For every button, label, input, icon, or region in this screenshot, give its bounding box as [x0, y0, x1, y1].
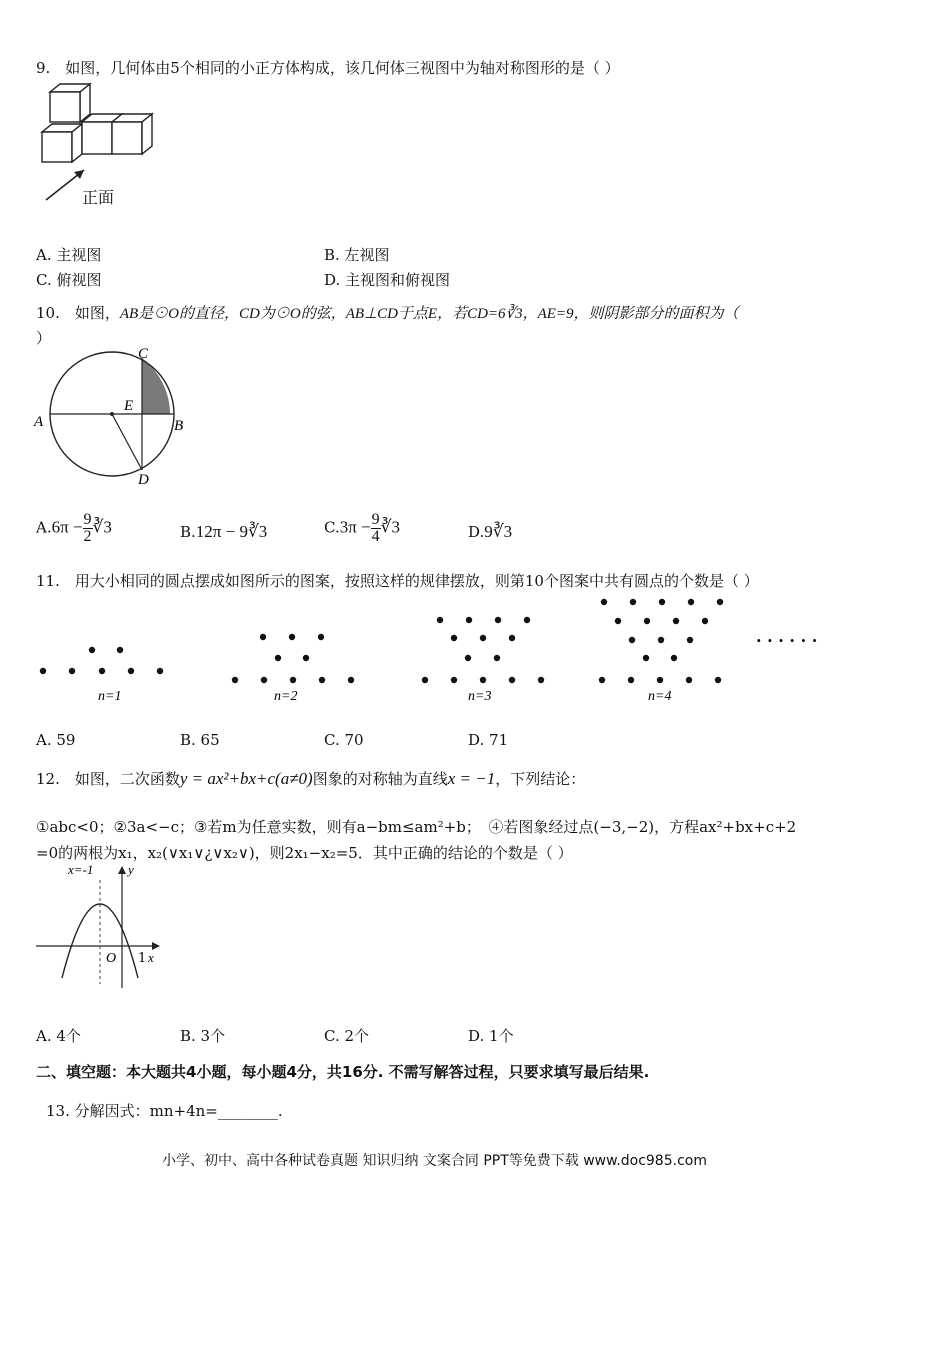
- q10-stem: 10. 如图，AB是⊙O的直径，CD为⊙O的弦，AB⊥CD于点E，若CD=6∛3，AE=9，则阴影部分的面积为（: [36, 304, 739, 322]
- section-2-heading: 二、填空题：本大题共4小题，每小题4分，共16分. 不需写解答过程，只要求填写最后结果.: [36, 1063, 650, 1081]
- q11-label-4: n=4: [648, 689, 672, 704]
- q12-option-a[interactable]: A. 4个: [36, 1027, 81, 1045]
- q12-parabola-graph: [34, 860, 164, 990]
- q12-option-d[interactable]: D. 1个: [468, 1027, 514, 1045]
- q11-option-a[interactable]: A. 59: [36, 731, 76, 749]
- q10-label-e: E: [124, 398, 134, 414]
- q9-figure-label: 正面: [82, 188, 115, 207]
- q10-circle-figure: [32, 342, 192, 488]
- q10-label-d: D: [138, 472, 149, 488]
- q10-option-b[interactable]: B.12π − 9∛3: [180, 522, 268, 541]
- q10-option-a[interactable]: A.6π − $\frac{9}{2}$ ∛3: [36, 511, 112, 545]
- q11-option-b[interactable]: B. 65: [180, 731, 220, 749]
- q12-axis-label: x=-1: [68, 862, 94, 877]
- q10-label-c: C: [138, 346, 149, 362]
- q9-option-a[interactable]: A. 主视图: [36, 246, 102, 264]
- q11-label-3: n=3: [468, 689, 492, 704]
- q11-dot-patterns: [30, 590, 850, 710]
- q12-option-b[interactable]: B. 3个: [180, 1027, 226, 1045]
- q12-y-label: y: [128, 862, 134, 877]
- q12-x-label: x: [148, 950, 154, 965]
- q12-line3: =0的两根为x₁，x₂(∨x₁∨¿∨x₂∨)，则2x₁−x₂=5．其中正确的结论的个数是（ ）: [36, 844, 573, 862]
- q9-stem: 9. 如图，几何体由5个相同的小正方体构成，该几何体三视图中为轴对称图形的是（ ）: [36, 59, 620, 77]
- q12-origin-label: O: [106, 951, 117, 966]
- q11-stem: 11. 用大小相同的圆点摆成如图所示的图案，按照这样的规律摆放，则第10个图案中共有圆点的个数是（ ）: [36, 572, 759, 590]
- q9-option-b[interactable]: B. 左视图: [324, 246, 390, 264]
- q10-option-c[interactable]: C.3π − $\frac{9}{4}$ ∛3: [324, 511, 400, 545]
- q11-option-c[interactable]: C. 70: [324, 731, 364, 749]
- q12-stem: 12. 如图，二次函数y = ax²+bx+c(a≠0)图象的对称轴为直线x = −1，下列结论：: [36, 769, 586, 788]
- q9-option-c[interactable]: C. 俯视图: [36, 271, 102, 289]
- q11-ellipsis: · · · · · ·: [756, 631, 818, 650]
- q12-option-c[interactable]: C. 2个: [324, 1027, 370, 1045]
- q11-label-2: n=2: [274, 689, 298, 704]
- q12-line2: ①abc<0；②3a<−c；③若m为任意实数，则有a−bm≤am²+b； ④若图象经过点(−3,−2)，方程ax²+bx+c+2: [36, 818, 797, 836]
- q10-label-a: A: [34, 414, 44, 430]
- q10-label-b: B: [174, 418, 184, 434]
- page-footer: 小学、初中、高中各种试卷真题 知识归纳 文案合同 PPT等免费下载 www.doc985.com: [162, 1153, 707, 1169]
- q9-option-d[interactable]: D. 主视图和俯视图: [324, 271, 451, 289]
- q11-option-d[interactable]: D. 71: [468, 731, 509, 749]
- q11-label-1: n=1: [98, 689, 122, 704]
- q12-one-label: 1: [138, 951, 147, 966]
- q10-stem-end: ）: [36, 329, 52, 347]
- q13-stem[interactable]: 13. 分解因式：mn+4n=________.: [46, 1102, 283, 1120]
- q10-option-d[interactable]: D.9∛3: [468, 522, 513, 541]
